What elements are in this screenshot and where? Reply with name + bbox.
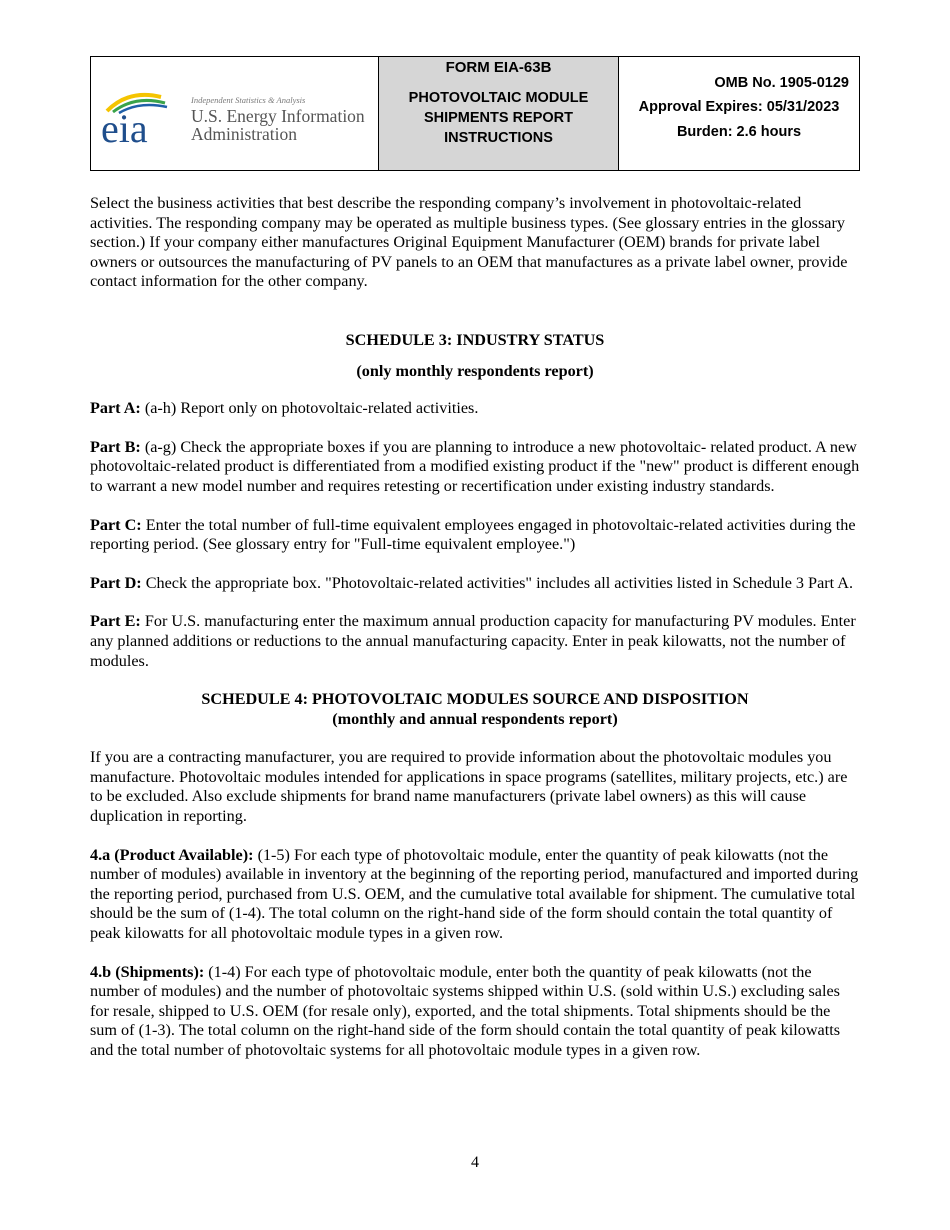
logo-tagline: Independent Statistics & Analysis: [191, 95, 306, 105]
logo-mark-text: eia: [101, 106, 148, 147]
part-text: Enter the total number of full-time equivalent employees engaged in photovoltaic-related activities during the reporting period. (See glossary entry for "Full-time equivalent employee."): [90, 515, 856, 554]
logo-name-line2: Administration: [191, 124, 297, 144]
part-label: Part D:: [90, 573, 142, 592]
schedule4-item-4b: [90, 963, 860, 1061]
part-text: Check the appropriate box. "Photovoltaic-related activities" includes all activities listed in Schedule 3 Part A.: [141, 573, 854, 592]
intro-paragraph: Select the business activities that best describe the responding company’s involvement in photovoltaic-related activities. The responding company may be operated as multiple business types. (See glossary entries in the glossary section.) If your company either manufactures Original Equipment Manufacturer (OEM) brands for private label owners or outsources the manufacturing of PV panels to an OEM that manufactures as a private label owner, provide contact information for the other company.: [90, 194, 848, 291]
schedule3-part-e: [90, 612, 860, 671]
form-title-cell: [378, 57, 619, 170]
omb-cell: [619, 57, 859, 170]
schedule4-item-4a: [90, 846, 860, 944]
eia-logo-mark: [99, 87, 189, 147]
schedule3-title: SCHEDULE 3: INDUSTRY STATUS: [345, 330, 605, 349]
logo-name-line1: U.S. Energy Information: [191, 106, 365, 126]
schedule3-subtitle: (only monthly respondents report): [356, 361, 594, 380]
schedule4-title: SCHEDULE 4: PHOTOVOLTAIC MODULES SOURCE AND DISPOSITION: [201, 690, 749, 709]
schedule3-part-a: [90, 399, 860, 419]
form-title-line1: PHOTOVOLTAIC MODULE: [408, 90, 589, 106]
item-label: 4.b (Shipments):: [90, 962, 205, 981]
part-text: For U.S. manufacturing enter the maximum annual production capacity for manufacturing PV modules. Enter any planned additions or reductions to the annual manufacturing capacity. Enter in peak kilowatts, not the number of modules.: [90, 612, 856, 670]
burden: Burden: 2.6 hours: [676, 124, 802, 140]
form-title-line2: SHIPMENTS REPORT: [423, 110, 574, 126]
item-text: (1-4) For each type of photovoltaic module, enter both the quantity of peak kilowatts (not the number of modules) and the number of photovoltaic systems shipped within U.S. (sold within U.S.) excluding sales for resale, shipped to U.S. OEM (for resale only), exported, and the total shipments. Total shipments should be the sum of (1-3). The total column on the right-hand side of the form should contain the total quantity of peak kilowatts and the total number of photovoltaic systems for all photovoltaic module types in a given row.: [90, 962, 841, 1059]
part-label: Part E:: [90, 612, 141, 631]
part-text: (a-g) Check the appropriate boxes if you are planning to introduce a new photovoltaic- related product. A new photovoltaic-related product is differentiated from a modified existing product if the "new" product is different enough to warrant a new model number and requires retesting or recertification under existing industry standards.: [90, 437, 860, 495]
schedule3-part-d: [90, 574, 860, 594]
form-title: [379, 88, 618, 148]
schedule3-part-c: [90, 516, 860, 555]
document-body: [90, 194, 860, 1061]
logo-agency-name: [191, 107, 365, 143]
form-id: FORM EIA-63B: [445, 59, 552, 76]
approval-expires: Approval Expires: 05/31/2023: [638, 99, 840, 115]
eia-logo: [91, 57, 378, 170]
schedule4-subtitle: (monthly and annual respondents report): [332, 709, 618, 728]
form-title-line3: INSTRUCTIONS: [444, 130, 553, 146]
schedule4-intro: If you are a contracting manufacturer, you are required to provide information about the photovoltaic modules you manufacture. Photovoltaic modules intended for applications in space programs (satellites, military projects, etc.) are to be excluded. Also exclude shipments for brand name manufacturers (private label owners) as this will cause duplication in reporting.: [90, 748, 848, 826]
form-header: [90, 56, 860, 171]
schedule3-part-b: [90, 438, 860, 497]
part-label: Part B:: [90, 437, 141, 456]
part-label: Part A:: [90, 399, 141, 418]
part-text: (a-h) Report only on photovoltaic-related activities.: [140, 399, 479, 418]
part-label: Part C:: [90, 515, 142, 534]
page-number: 4: [471, 1154, 479, 1171]
item-text: (1-5) For each type of photovoltaic module, enter the quantity of peak kilowatts (not the number of modules) available in inventory at the beginning of the reporting period, manufactured and imported during the reporting period, purchased from U.S. OEM, and the cumulative total available for shipment. The cumulative total should be the sum of (1-4). The total column on the right-hand side of the form should contain the total quantity of peak kilowatts for all photovoltaic module types in a given row.: [90, 845, 859, 943]
omb-number: OMB No. 1905-0129: [714, 75, 849, 91]
item-label: 4.a (Product Available):: [90, 845, 254, 864]
